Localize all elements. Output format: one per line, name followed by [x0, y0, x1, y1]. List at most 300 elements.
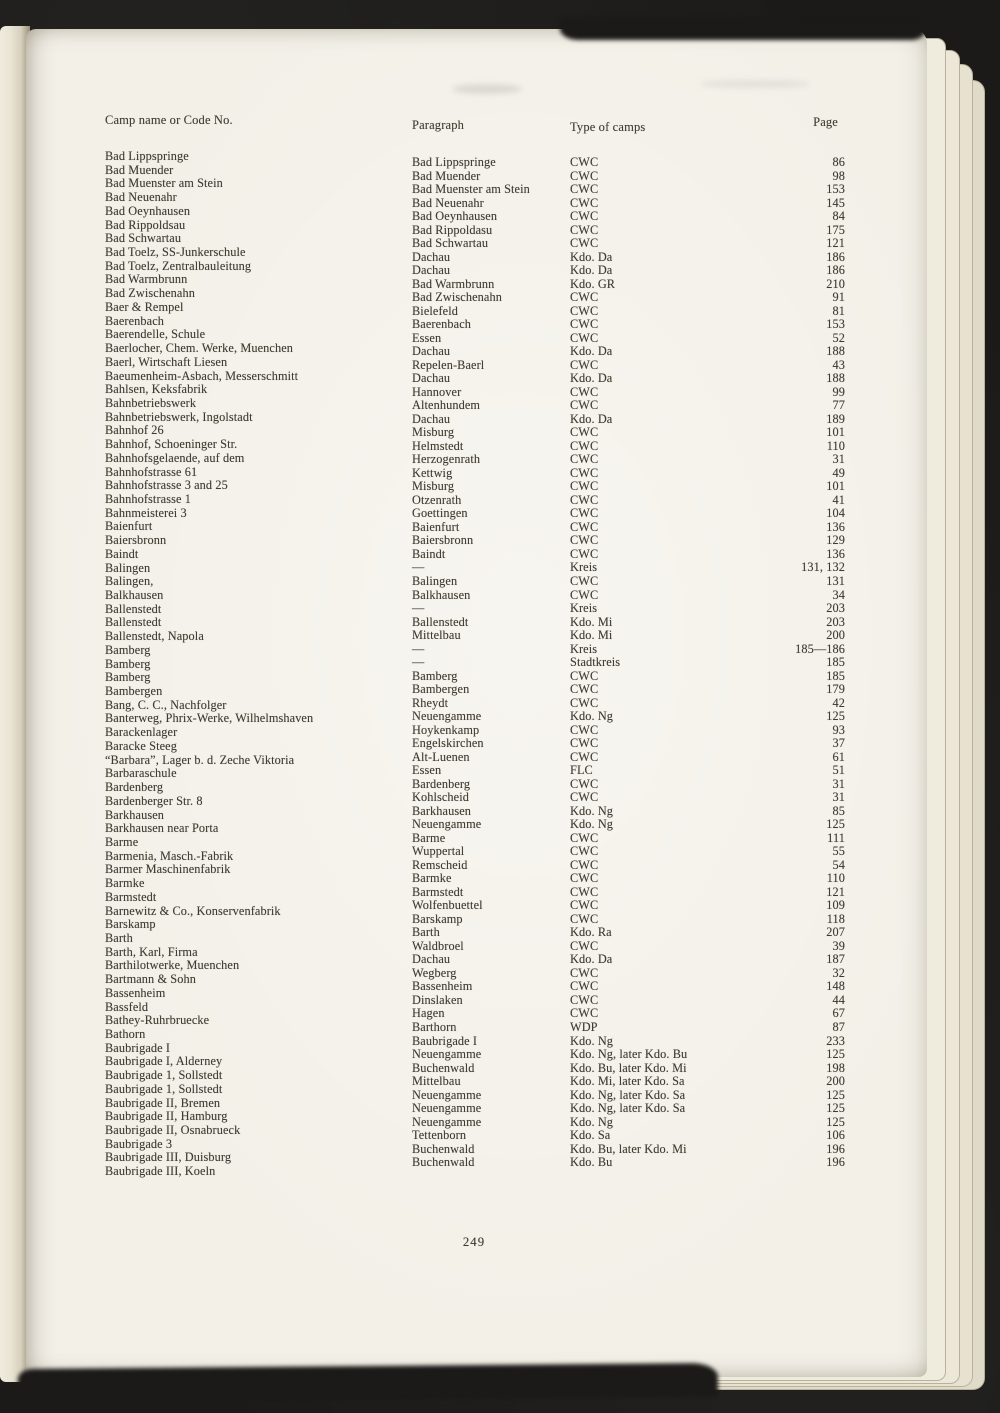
paragraph-cell: Balingen	[412, 573, 458, 588]
camp-name-cell: “Barbara”, Lager b. d. Zeche Viktoria	[105, 752, 295, 767]
paragraph-cell: Dachau	[412, 344, 451, 359]
paragraph-cell: Baienfurt	[412, 519, 460, 534]
camp-type-cell: CWC	[570, 479, 599, 494]
camp-name-cell: Barnewitz & Co., Konservenfabrik	[105, 903, 281, 918]
camp-type-cell: CWC	[570, 668, 599, 683]
page-number-cell: 49	[832, 465, 845, 480]
paragraph-cell: Dachau	[412, 263, 451, 278]
page-number-cell: 77	[832, 398, 845, 413]
camp-name-cell: Bad Muender	[105, 162, 174, 177]
paragraph-cell: Essen	[412, 330, 442, 345]
page-number-cell: 185—186	[795, 641, 845, 656]
paragraph-cell: Balkhausen	[412, 587, 471, 602]
camp-name-cell: Bassfeld	[105, 999, 149, 1014]
camp-type-cell: Kdo. Mi	[570, 628, 613, 643]
camp-name-cell: Ballenstedt	[105, 601, 162, 616]
camp-type-cell: CWC	[570, 182, 599, 197]
paragraph-cell: Mittelbau	[412, 628, 461, 643]
camp-type-cell: CWC	[570, 168, 599, 183]
camp-type-cell: WDP	[570, 1020, 598, 1034]
camp-name-cell: Baindt	[105, 546, 139, 561]
page-number-cell: 198	[826, 1060, 845, 1075]
print-smudge	[452, 84, 522, 94]
paragraph-cell: Bassenheim	[412, 979, 473, 994]
camp-name-cell: Bahnhofsgelaende, auf dem	[105, 450, 245, 465]
camp-name-cell: Baerl, Wirtschaft Liesen	[105, 354, 228, 369]
paragraph-cell: Mittelbau	[412, 1074, 461, 1089]
camp-name-cell: Baubrigade I	[105, 1040, 171, 1055]
page-number-cell: 85	[832, 803, 845, 818]
camp-name-cell: Bardenberger Str. 8	[105, 793, 203, 808]
page-number-cell: 125	[826, 1087, 845, 1102]
page-number-cell: 81	[832, 303, 845, 318]
page-number-cell: 200	[826, 628, 845, 643]
page-number-cell: 41	[832, 492, 845, 507]
paragraph-cell: Herzogenrath	[412, 452, 481, 467]
camp-name-cell: Balingen	[105, 560, 151, 575]
page-number-cell: 179	[826, 682, 845, 697]
page-number-cell: 54	[832, 857, 845, 872]
camp-type-cell: CWC	[570, 736, 599, 751]
paragraph-cell: Waldbroel	[412, 938, 464, 953]
page-number-cell: 200	[826, 1074, 845, 1089]
camp-type-cell: CWC	[570, 965, 599, 980]
camp-type-cell: CWC	[570, 884, 599, 899]
page-number-cell: 31	[832, 790, 845, 805]
page-number-cell: 32	[832, 965, 845, 980]
page-number-cell: 84	[832, 209, 845, 224]
camp-name-cell: Bad Toelz, Zentralbauleitung	[105, 258, 252, 273]
page-number-cell: 136	[826, 546, 845, 561]
camp-type-cell: CWC	[570, 722, 599, 737]
camp-name-cell: Barthilotwerke, Muenchen	[105, 958, 240, 973]
paragraph-cell: Barkhausen	[412, 803, 472, 818]
paragraph-cell: Bardenberg	[412, 776, 471, 791]
paragraph-cell: Barskamp	[412, 911, 463, 926]
camp-type-cell: Kdo. GR	[570, 276, 616, 291]
camp-name-cell: Bamberg	[105, 656, 151, 671]
index-table-references	[412, 156, 845, 1170]
page-number: 249	[462, 1235, 486, 1249]
camp-type-cell: CWC	[570, 384, 599, 399]
camp-name-cell: Balkhausen	[105, 588, 164, 602]
paragraph-cell: Rheydt	[412, 695, 449, 710]
paragraph-cell: Wolfenbuettel	[412, 898, 483, 913]
camp-name-cell: Bad Neuenahr	[105, 190, 177, 205]
page-number-cell: 37	[832, 736, 845, 751]
camp-name-cell: Barkhausen	[105, 807, 165, 822]
camp-name-cell: Barth, Karl, Firma	[105, 944, 198, 959]
camp-name-cell: Bambergen	[105, 684, 163, 699]
camp-name-cell: Baerlocher, Chem. Werke, Muenchen	[105, 341, 294, 356]
page-number-cell: 86	[832, 155, 845, 169]
camp-name-cell: Bad Oeynhausen	[105, 203, 191, 218]
paragraph-cell: Barthorn	[412, 1020, 457, 1034]
camp-type-cell: Kreis	[570, 560, 598, 575]
paragraph-cell: Bambergen	[412, 682, 470, 697]
camp-type-cell: Kdo. Ra	[570, 925, 612, 940]
paragraph-cell: Ballenstedt	[412, 614, 469, 629]
camp-type-cell: CWC	[570, 695, 599, 710]
paragraph-cell: Bad Neuenahr	[412, 195, 484, 210]
page-number-cell: 121	[826, 884, 845, 899]
camp-type-cell: CWC	[570, 236, 599, 251]
page-number-cell: 121	[826, 236, 845, 251]
page-number-cell: 118	[826, 911, 845, 926]
camp-type-cell: CWC	[570, 682, 599, 697]
camp-type-cell: Kdo. Ng, later Kdo. Sa	[570, 1101, 686, 1116]
camp-name-cell: Barbaraschule	[105, 766, 177, 781]
paragraph-cell: Bad Muenster am Stein	[412, 182, 530, 197]
camp-type-cell: CWC	[570, 546, 599, 561]
camp-name-cell: Bahnhofstrasse 61	[105, 464, 198, 479]
camp-type-cell: CWC	[570, 357, 599, 372]
camp-name-cell: Baubrigade III, Koeln	[105, 1164, 216, 1179]
camp-type-cell: Kdo. Da	[570, 371, 613, 386]
camp-name-cell: Ballenstedt	[105, 615, 162, 630]
camp-type-cell: Kdo. Ng	[570, 1033, 614, 1048]
paragraph-cell: Otzenrath	[412, 492, 462, 507]
page-number-cell: 125	[826, 1114, 845, 1129]
camp-name-cell: Bamberg	[105, 642, 151, 657]
camp-type-cell: CWC	[570, 425, 599, 440]
page-number-cell: 44	[832, 992, 845, 1007]
camp-type-cell: CWC	[570, 871, 599, 886]
camp-type-cell: Kdo. Ng, later Kdo. Sa	[570, 1087, 686, 1102]
paragraph-cell: Bad Lippspringe	[412, 155, 496, 169]
camp-type-cell: CWC	[570, 195, 599, 210]
book-page	[26, 29, 927, 1377]
page-number-cell: 104	[826, 506, 845, 521]
camp-name-cell: Bahnbetriebswerk, Ingolstadt	[105, 409, 253, 424]
page-number-cell: 42	[832, 695, 845, 710]
page-number-cell: 101	[826, 425, 845, 440]
camp-type-cell: CWC	[570, 749, 599, 764]
paragraph-cell: Wuppertal	[412, 844, 465, 859]
paragraph-cell: Bad Schwartau	[412, 236, 489, 251]
camp-name-cell: Bardenberg	[105, 780, 164, 795]
paragraph-cell: Baerenbach	[412, 317, 472, 332]
camp-type-cell: Kdo. Da	[570, 411, 613, 426]
paragraph-cell: Kohlscheid	[412, 790, 470, 805]
page-number-cell: 31	[832, 776, 845, 791]
camp-type-cell: CWC	[570, 573, 599, 588]
paragraph-cell: —	[412, 601, 425, 616]
camp-type-cell: CWC	[570, 290, 599, 305]
camp-name-cell: Baer & Rempel	[105, 299, 184, 314]
camp-name-cell: Bahnhof, Schoeninger Str.	[105, 437, 238, 452]
camp-name-cell: Baubrigade I, Alderney	[105, 1054, 223, 1069]
camp-name-cell: Baubrigade 3	[105, 1136, 173, 1151]
paragraph-cell: —	[412, 560, 425, 575]
page-number-cell: 185	[826, 655, 845, 670]
page-number-cell: 233	[826, 1033, 845, 1048]
camp-type-cell: CWC	[570, 330, 599, 345]
paragraph-cell: Barme	[412, 830, 446, 845]
camp-type-cell: CWC	[570, 209, 599, 224]
camp-type-cell: CWC	[570, 465, 599, 480]
camp-type-cell: Kdo. Bu	[570, 1155, 613, 1170]
camp-name-cell: Balingen,	[105, 574, 154, 589]
paragraph-cell: Barmstedt	[412, 884, 464, 899]
paragraph-cell: Engelskirchen	[412, 736, 484, 751]
page-number-cell: 101	[826, 479, 845, 494]
column-header-camp-name: Camp name or Code No.	[105, 113, 233, 127]
page-number-cell: 93	[832, 722, 845, 737]
camp-name-cell: Bad Zwischenahn	[105, 286, 195, 301]
camp-type-cell: CWC	[570, 790, 599, 805]
camp-name-cell: Baracke Steeg	[105, 738, 177, 753]
paragraph-cell: Alt-Luenen	[412, 749, 470, 764]
camp-name-cell: Barackenlager	[105, 725, 178, 740]
paragraph-cell: Goettingen	[412, 506, 468, 521]
page-number-cell: 109	[826, 898, 845, 913]
camp-name-cell: Baubrigade III, Duisburg	[105, 1150, 232, 1165]
paragraph-cell: Dachau	[412, 411, 451, 426]
camp-name-cell: Bahnhofstrasse 3 and 25	[105, 478, 228, 493]
camp-name-cell: Barme	[105, 834, 139, 849]
paragraph-cell: Buchenwald	[412, 1141, 475, 1156]
camp-name-cell: Bartmann & Sohn	[105, 972, 196, 987]
camp-name-cell: Barmstedt	[105, 889, 157, 904]
paragraph-cell: Barth	[412, 925, 440, 940]
paragraph-cell: Neuengamme	[412, 817, 482, 832]
camp-type-cell: Kdo. Ng, later Kdo. Bu	[570, 1047, 688, 1062]
page-number-cell: 186	[826, 263, 845, 278]
camp-name-cell: Barth	[105, 930, 133, 945]
paragraph-cell: Misburg	[412, 479, 455, 494]
paragraph-cell: Dachau	[412, 371, 451, 386]
column-header-paragraph: Paragraph	[412, 118, 465, 132]
camp-type-cell: CWC	[570, 303, 599, 318]
column-header-type-of-camps: Type of camps	[570, 120, 646, 134]
paragraph-cell: Dachau	[412, 952, 451, 967]
camp-name-cell: Bang, C. C., Nachfolger	[105, 697, 227, 712]
camp-type-cell: CWC	[570, 519, 599, 534]
paragraph-cell: Barmke	[412, 871, 452, 886]
page-number-cell: 125	[826, 817, 845, 832]
camp-name-cell: Bamberg	[105, 670, 151, 685]
paragraph-cell: Remscheid	[412, 857, 468, 872]
page-number-cell: 203	[826, 601, 845, 616]
page-number-cell: 203	[826, 614, 845, 629]
paragraph-cell: Wegberg	[412, 965, 457, 980]
page-number-cell: 98	[832, 168, 845, 183]
paragraph-cell: Neuengamme	[412, 1047, 482, 1062]
camp-type-cell: CWC	[570, 452, 599, 467]
index-table-camp-names	[105, 150, 410, 1179]
camp-name-cell: Barmke	[105, 876, 145, 891]
paragraph-cell: Dachau	[412, 249, 451, 264]
paragraph-cell: Baubrigade I	[412, 1033, 478, 1048]
camp-type-cell: CWC	[570, 1006, 599, 1021]
page-number-cell: 110	[826, 438, 845, 453]
page-number-cell: 34	[832, 587, 845, 602]
page-number-cell: 175	[826, 222, 845, 237]
paragraph-cell: Buchenwald	[412, 1060, 475, 1075]
camp-name-cell: Barmer Maschinenfabrik	[105, 862, 231, 877]
camp-type-cell: Kdo. Ng	[570, 1114, 614, 1129]
camp-type-cell: CWC	[570, 222, 599, 237]
camp-type-cell: CWC	[570, 317, 599, 332]
page-number-cell: 125	[826, 1101, 845, 1116]
paragraph-cell: Neuengamme	[412, 1087, 482, 1102]
page-number-cell: 125	[826, 709, 845, 724]
page-number-cell: 125	[826, 1047, 845, 1062]
camp-type-cell: CWC	[570, 979, 599, 994]
camp-type-cell: CWC	[570, 587, 599, 602]
page-number-cell: 67	[832, 1006, 845, 1021]
camp-type-cell: Kdo. Da	[570, 263, 613, 278]
camp-name-cell: Bahnmeisterei 3	[105, 505, 187, 520]
camp-name-cell: Bathey-Ruhrbruecke	[105, 1013, 210, 1028]
camp-name-cell: Bad Warmbrunn	[105, 272, 188, 287]
paragraph-cell: Repelen-Baerl	[412, 357, 485, 372]
page-number-cell: 87	[832, 1020, 845, 1034]
camp-name-cell: Baubrigade 1, Sollstedt	[105, 1081, 223, 1096]
page-number-cell: 153	[826, 182, 845, 197]
page-number-cell: 110	[826, 871, 845, 886]
camp-type-cell: FLC	[570, 763, 593, 778]
camp-name-cell: Barkhausen near Porta	[105, 821, 219, 836]
camp-type-cell: CWC	[570, 492, 599, 507]
camp-type-cell: CWC	[570, 438, 599, 453]
paragraph-cell: Bad Oeynhausen	[412, 209, 498, 224]
paragraph-cell: Kettwig	[412, 465, 453, 480]
page-number-cell: 99	[832, 384, 845, 399]
paragraph-cell: Bielefeld	[412, 303, 458, 318]
camp-type-cell: CWC	[570, 506, 599, 521]
page-number-cell: 189	[826, 411, 845, 426]
camp-type-cell: CWC	[570, 844, 599, 859]
camp-type-cell: CWC	[570, 398, 599, 413]
camp-type-cell: Kdo. Sa	[570, 1128, 611, 1143]
camp-name-cell: Bahlsen, Keksfabrik	[105, 382, 208, 397]
paragraph-cell: Bad Rippoldasu	[412, 222, 493, 237]
paragraph-cell: Neuengamme	[412, 1114, 482, 1129]
paragraph-cell: Bamberg	[412, 668, 458, 683]
camp-name-cell: Baubrigade II, Hamburg	[105, 1109, 228, 1124]
paragraph-cell: Baiersbronn	[412, 533, 474, 548]
paragraph-cell: —	[412, 641, 425, 656]
camp-name-cell: Baubrigade 1, Sollstedt	[105, 1068, 223, 1083]
camp-type-cell: CWC	[570, 938, 599, 953]
camp-name-cell: Bad Lippspringe	[105, 149, 189, 163]
page-number-cell: 39	[832, 938, 845, 953]
paragraph-cell: Altenhundem	[412, 398, 481, 413]
page-number-cell: 55	[832, 844, 845, 859]
page-number-cell: 188	[826, 344, 845, 359]
camp-type-cell: Kdo. Da	[570, 249, 613, 264]
print-smudge	[700, 80, 810, 88]
paragraph-cell: Bad Muender	[412, 168, 481, 183]
page-number-cell: 136	[826, 519, 845, 534]
camp-type-cell: CWC	[570, 776, 599, 791]
camp-type-cell: CWC	[570, 911, 599, 926]
camp-type-cell: CWC	[570, 533, 599, 548]
page-number-cell: 145	[826, 195, 845, 210]
page-number-cell: 31	[832, 452, 845, 467]
camp-type-cell: CWC	[570, 898, 599, 913]
page-number-cell: 43	[832, 357, 845, 372]
camp-name-cell: Bad Schwartau	[105, 231, 182, 246]
page-number-cell: 131	[826, 573, 845, 588]
camp-type-cell: Kdo. Mi, later Kdo. Sa	[570, 1074, 685, 1089]
paragraph-cell: Bad Zwischenahn	[412, 290, 502, 305]
camp-name-cell: Baeumenheim-Asbach, Messerschmitt	[105, 368, 299, 383]
page-number-cell: 196	[826, 1155, 845, 1170]
camp-name-cell: Baerendelle, Schule	[105, 327, 206, 342]
camp-type-cell: CWC	[570, 992, 599, 1007]
camp-name-cell: Baubrigade II, Bremen	[105, 1095, 221, 1110]
camp-name-cell: Bahnhofstrasse 1	[105, 491, 191, 506]
camp-name-cell: Bassenheim	[105, 985, 166, 1000]
camp-type-cell: Kdo. Bu, later Kdo. Mi	[570, 1060, 687, 1075]
camp-type-cell: CWC	[570, 830, 599, 845]
camp-name-cell: Bahnbetriebswerk	[105, 395, 197, 410]
page-number-cell: 131, 132	[801, 560, 845, 575]
page-number-cell: 188	[826, 371, 845, 386]
paragraph-cell: Buchenwald	[412, 1155, 475, 1170]
camp-type-cell: Kreis	[570, 641, 598, 656]
paragraph-cell: Dinslaken	[412, 992, 463, 1007]
page-number-cell: 52	[832, 330, 845, 345]
camp-name-cell: Bad Toelz, SS-Junkerschule	[105, 245, 246, 260]
paragraph-cell: Baindt	[412, 546, 446, 561]
camp-type-cell: Kdo. Ng	[570, 803, 614, 818]
page-edge-shadow	[560, 18, 925, 40]
column-header-page: Page	[813, 115, 838, 129]
camp-type-cell: CWC	[570, 857, 599, 872]
page-number-cell: 129	[826, 533, 845, 548]
page-number-cell: 185	[826, 668, 845, 683]
camp-name-cell: Baiersbronn	[105, 533, 167, 548]
camp-name-cell: Baerenbach	[105, 313, 165, 328]
paragraph-cell: Hoykenkamp	[412, 722, 480, 737]
paragraph-cell: Hagen	[412, 1006, 445, 1021]
camp-type-cell: Kreis	[570, 601, 598, 616]
camp-type-cell: Kdo. Mi	[570, 614, 613, 629]
camp-name-cell: Barmenia, Masch.-Fabrik	[105, 848, 234, 863]
paragraph-cell: Bad Warmbrunn	[412, 276, 495, 291]
page-number-cell: 106	[826, 1128, 845, 1143]
camp-name-cell: Baubrigade II, Osnabrueck	[105, 1123, 241, 1138]
camp-type-cell: Kdo. Ng	[570, 817, 614, 832]
camp-name-cell: Bad Muenster am Stein	[105, 176, 223, 191]
paragraph-cell: Essen	[412, 763, 442, 778]
page-number-cell: 187	[826, 952, 845, 967]
camp-type-cell: Stadtkreis	[570, 655, 621, 670]
camp-type-cell: Kdo. Ng	[570, 709, 614, 724]
camp-type-cell: Kdo. Da	[570, 344, 613, 359]
camp-type-cell: Kdo. Da	[570, 952, 613, 967]
camp-name-cell: Baienfurt	[105, 519, 153, 534]
camp-type-cell: CWC	[570, 155, 599, 169]
page-number-cell: 196	[826, 1141, 845, 1156]
page-number-cell: 61	[832, 749, 845, 764]
paragraph-cell: —	[412, 655, 425, 670]
page-number-cell: 207	[826, 925, 845, 940]
camp-name-cell: Barskamp	[105, 917, 156, 932]
camp-name-cell: Ballenstedt, Napola	[105, 629, 204, 644]
camp-name-cell: Bahnhof 26	[105, 423, 164, 438]
page-number-cell: 111	[827, 830, 845, 845]
camp-type-cell: Kdo. Bu, later Kdo. Mi	[570, 1141, 687, 1156]
page-number-cell: 91	[832, 290, 845, 305]
page-edge-shadow	[18, 1363, 718, 1403]
camp-name-cell: Banterweg, Phrix-Werke, Wilhelmshaven	[105, 711, 314, 726]
page-number-cell: 148	[826, 979, 845, 994]
